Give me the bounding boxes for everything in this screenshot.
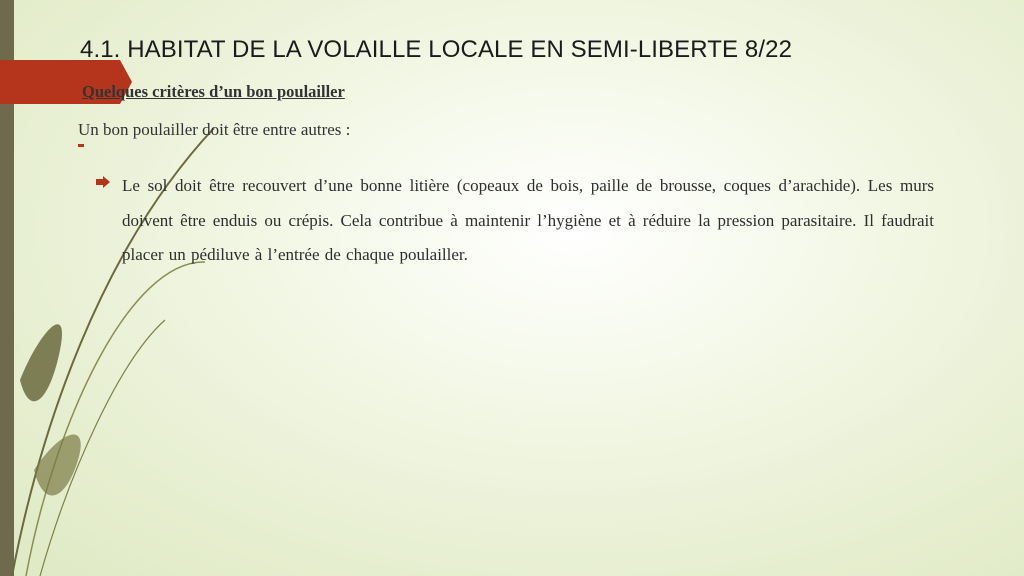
slide-title: 4.1. HABITAT DE LA VOLAILLE LOCALE EN SEMI-LIBERTE 8/22 [80, 36, 793, 63]
intro-text: Un bon poulailler doit être entre autres : [78, 120, 351, 139]
arrow-right-icon [96, 176, 110, 188]
stem-curve-2 [26, 262, 205, 576]
slide-subtitle: Quelques critères d’un bon poulailler [82, 82, 345, 101]
leaf-shape-2 [34, 435, 81, 496]
stem-curve-3 [40, 320, 165, 576]
bullet-item-text: Le sol doit être recouvert d’une bonne litière (copeaux de bois, paille de brousse, coques d’arachide). Les murs doivent être enduis ou crépis. Cela contribue à maintenir l’hygiène et à réduire la pression parasitaire. Il faudrait placer un pédiluve à l’entrée de chaque poulailler. [122, 176, 934, 264]
leaf-shape [20, 324, 62, 401]
small-bullet-marker [78, 144, 84, 147]
